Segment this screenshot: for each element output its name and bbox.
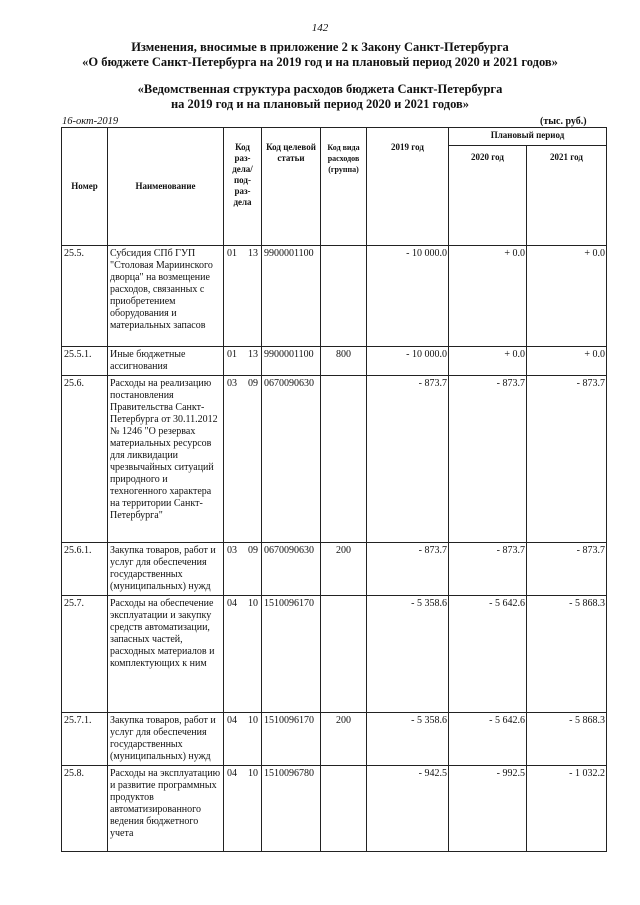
- row-subsection: 13: [248, 248, 258, 259]
- row-value-2020: - 992.5: [449, 766, 527, 852]
- table-row: [62, 713, 607, 766]
- row-target-code: 1510096170: [262, 596, 321, 713]
- header-2019: 2019 год: [367, 128, 449, 246]
- row-section: 03: [227, 378, 237, 389]
- row-value-2019: - 873.7: [367, 376, 449, 543]
- row-value-2021: + 0.0: [527, 246, 607, 347]
- row-value-2021: + 0.0: [527, 347, 607, 376]
- row-section: 04: [227, 598, 237, 609]
- row-name: Расходы на реализацию постановления Правительства Санкт-Петербурга от 30.11.2012 № 1246 "О резервах материальных ресурсов для ликвидации чрезвычайных ситуаций природного и техногенного характера на территории Санкт-Петербурга": [108, 376, 224, 543]
- row-subsection: 10: [248, 768, 258, 779]
- document-date: 16-окт-2019: [62, 116, 119, 127]
- row-value-2020: - 873.7: [449, 376, 527, 543]
- row-value-2020: + 0.0: [449, 347, 527, 376]
- row-expense-type: [321, 376, 367, 543]
- table-row: [62, 543, 607, 596]
- header-number: Номер: [62, 128, 108, 246]
- row-value-2020: - 5 642.6: [449, 596, 527, 713]
- row-subsection: 10: [248, 598, 258, 609]
- row-value-2019: - 10 000.0: [367, 246, 449, 347]
- row-value-2019: - 873.7: [367, 543, 449, 596]
- header-planned-period: Плановый период: [449, 128, 607, 146]
- row-subsection: 09: [248, 545, 258, 556]
- row-name: Закупка товаров, работ и услуг для обеспечения государственных (муниципальных) нужд: [108, 543, 224, 596]
- row-name: Иные бюджетные ассигнования: [108, 347, 224, 376]
- row-value-2019: - 5 358.6: [367, 713, 449, 766]
- row-section-code: [224, 347, 262, 376]
- row-value-2021: - 5 868.3: [527, 713, 607, 766]
- row-number: 25.5.: [62, 246, 108, 347]
- row-expense-type: 200: [321, 543, 367, 596]
- row-value-2020: - 873.7: [449, 543, 527, 596]
- row-subsection: 10: [248, 715, 258, 726]
- title-line-2: «О бюджете Санкт-Петербурга на 2019 год и на плановый период 2020 и 2021 годов»: [82, 55, 558, 69]
- row-section-code: [224, 543, 262, 596]
- header-name: Наименование: [108, 128, 224, 246]
- title-line-4: на 2019 год и на плановый период 2020 и 2021 годов»: [170, 97, 470, 111]
- header-2020: 2020 год: [449, 146, 527, 246]
- table-row: [62, 246, 607, 347]
- row-section: 04: [227, 715, 237, 726]
- row-section-code: [224, 376, 262, 543]
- row-target-code: 9900001100: [262, 246, 321, 347]
- document-title: [40, 40, 600, 70]
- row-value-2021: - 5 868.3: [527, 596, 607, 713]
- table-row: [62, 347, 607, 376]
- row-subsection: 13: [248, 349, 258, 360]
- header-2021: 2021 год: [527, 146, 607, 246]
- row-target-code: 1510096170: [262, 713, 321, 766]
- header-target: Код целевой статьи: [262, 128, 321, 246]
- table-row: [62, 766, 607, 852]
- row-name: Субсидия СПб ГУП "Столовая Мариинского дворца" на возмещение расходов, связанных с приобретением оборудования и материальных запасов: [108, 246, 224, 347]
- row-target-code: 1510096780: [262, 766, 321, 852]
- row-name: Расходы на обеспечение эксплуатации и закупку средств автоматизации, запасных частей, расходных материалов и комплектующих к ним: [108, 596, 224, 713]
- row-expense-type: 800: [321, 347, 367, 376]
- row-target-code: 9900001100: [262, 347, 321, 376]
- row-expense-type: 200: [321, 713, 367, 766]
- row-section-code: [224, 596, 262, 713]
- row-name: Расходы на эксплуатацию и развитие программных продуктов автоматизированного ведения бюджетного учета: [108, 766, 224, 852]
- row-name: Закупка товаров, работ и услуг для обеспечения государственных (муниципальных) нужд: [108, 713, 224, 766]
- units-label: (тыс. руб.): [540, 116, 587, 127]
- row-number: 25.7.1.: [62, 713, 108, 766]
- row-target-code: 0670090630: [262, 543, 321, 596]
- row-expense-type: [321, 596, 367, 713]
- row-section-code: [224, 246, 262, 347]
- row-number: 25.8.: [62, 766, 108, 852]
- row-value-2021: - 873.7: [527, 376, 607, 543]
- row-number: 25.6.: [62, 376, 108, 543]
- row-section: 01: [227, 349, 237, 360]
- row-number: 25.6.1.: [62, 543, 108, 596]
- row-value-2019: - 5 358.6: [367, 596, 449, 713]
- row-section-code: [224, 713, 262, 766]
- row-expense-type: [321, 766, 367, 852]
- title-line-1: Изменения, вносимые в приложение 2 к Закону Санкт-Петербурга: [131, 40, 509, 54]
- row-value-2021: - 1 032.2: [527, 766, 607, 852]
- row-section: 03: [227, 545, 237, 556]
- row-value-2019: - 942.5: [367, 766, 449, 852]
- row-expense-type: [321, 246, 367, 347]
- row-section: 01: [227, 248, 237, 259]
- header-section: Код раз-дела/ под-раз-дела: [224, 128, 262, 246]
- page-number: 142: [311, 22, 329, 34]
- row-subsection: 09: [248, 378, 258, 389]
- row-number: 25.5.1.: [62, 347, 108, 376]
- row-value-2020: + 0.0: [449, 246, 527, 347]
- title-line-3: «Ведомственная структура расходов бюджета Санкт-Петербурга: [137, 82, 503, 96]
- table-row: [62, 596, 607, 713]
- table-row: [62, 376, 607, 543]
- header-expense-type: Код вида расходов (группа): [321, 128, 367, 246]
- table-title: [40, 82, 600, 112]
- row-section-code: [224, 766, 262, 852]
- row-value-2019: - 10 000.0: [367, 347, 449, 376]
- row-value-2020: - 5 642.6: [449, 713, 527, 766]
- row-target-code: 0670090630: [262, 376, 321, 543]
- row-section: 04: [227, 768, 237, 779]
- row-value-2021: - 873.7: [527, 543, 607, 596]
- budget-table: [61, 127, 607, 852]
- row-number: 25.7.: [62, 596, 108, 713]
